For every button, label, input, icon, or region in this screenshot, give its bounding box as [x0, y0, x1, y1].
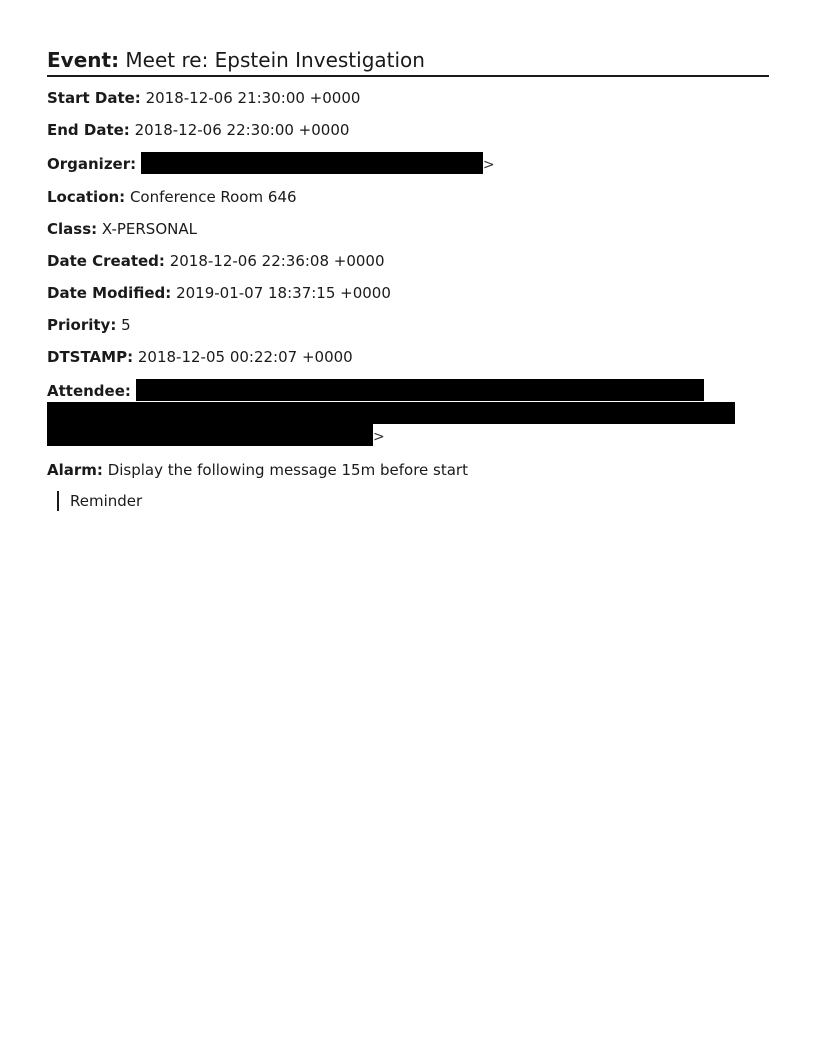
alarm-message: Reminder [70, 492, 143, 510]
date-modified-label: Date Modified: [47, 284, 172, 302]
dtstamp-value: 2018-12-05 00:22:07 +0000 [137, 348, 353, 366]
date-modified-value: 2019-01-07 18:37:15 +0000 [176, 284, 391, 302]
priority-value: 5 [121, 316, 131, 334]
alarm-value: Display the following message 15m before start [107, 461, 468, 479]
alarm-message-quote [57, 491, 769, 511]
calendar-event-document [47, 46, 769, 511]
priority-field [47, 315, 769, 335]
attendee-redaction-line-1 [136, 379, 704, 401]
attendee-redaction-line-3 [47, 424, 373, 446]
location-value: Conference Room 646 [129, 188, 297, 206]
class-field [47, 219, 769, 239]
attendee-suffix: > [373, 429, 385, 445]
date-created-label: Date Created: [47, 252, 165, 270]
attendee-field [47, 379, 769, 448]
attendee-redaction-line-2 [47, 402, 735, 424]
event-title-row [47, 46, 769, 77]
alarm-label: Alarm: [47, 461, 103, 479]
organizer-suffix: > [482, 157, 495, 173]
event-title: Meet re: Epstein Investigation [125, 48, 425, 72]
date-created-field [47, 251, 769, 271]
end-date-value: 2018-12-06 22:30:00 +0000 [134, 121, 350, 139]
class-label: Class: [47, 220, 98, 238]
date-modified-field [47, 283, 769, 303]
attendee-label: Attendee: [47, 382, 131, 400]
date-created-value: 2018-12-06 22:36:08 +0000 [169, 252, 385, 270]
class-value: X-PERSONAL [101, 220, 197, 238]
start-date-field [47, 88, 769, 108]
start-date-value: 2018-12-06 21:30:00 +0000 [145, 89, 361, 107]
event-label: Event: [47, 48, 120, 72]
organizer-redaction [141, 152, 483, 174]
dtstamp-label: DTSTAMP: [47, 348, 134, 366]
alarm-field [47, 460, 769, 480]
location-label: Location: [47, 188, 126, 206]
end-date-label: End Date: [47, 121, 130, 139]
end-date-field [47, 120, 769, 140]
organizer-label: Organizer: [47, 155, 137, 173]
location-field [47, 187, 769, 207]
dtstamp-field [47, 347, 769, 367]
start-date-label: Start Date: [47, 89, 141, 107]
priority-label: Priority: [47, 316, 117, 334]
organizer-field [47, 152, 769, 175]
